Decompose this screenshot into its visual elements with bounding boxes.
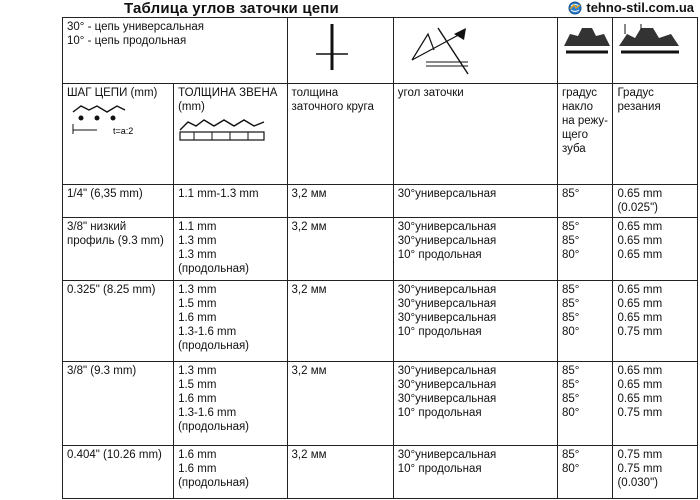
thickness-value: 1.1 mm bbox=[178, 221, 217, 234]
cut-value: 0.65 mm bbox=[617, 311, 663, 324]
note-universal: 30° - цепь универсальная bbox=[67, 21, 204, 33]
cell-cut bbox=[613, 218, 698, 281]
tilt-value: 85° bbox=[561, 364, 580, 377]
site-url: tehno-stil.com.ua bbox=[586, 0, 694, 15]
header-cut bbox=[613, 83, 698, 184]
header-cut-label: Градус резания bbox=[617, 86, 661, 113]
diagram-row bbox=[63, 18, 698, 84]
chain-tooth-icon bbox=[562, 20, 612, 60]
cell-cut bbox=[613, 446, 698, 499]
cut-value: 0.65 mm bbox=[617, 364, 663, 377]
cell-cut bbox=[613, 280, 698, 361]
header-tilt bbox=[557, 83, 613, 184]
cell-disk bbox=[287, 184, 393, 217]
angle-value: 30°универсальная bbox=[397, 187, 497, 200]
cell-disk bbox=[287, 446, 393, 499]
sharpening-table bbox=[62, 17, 698, 499]
header-disk bbox=[287, 83, 393, 184]
cell-thickness bbox=[174, 184, 287, 217]
tilt-diagram-cell bbox=[557, 18, 613, 84]
cut-value: 0.75 mm bbox=[617, 449, 663, 462]
angle-diagram-cell bbox=[393, 18, 557, 84]
cell-pitch bbox=[63, 184, 174, 217]
tilt-value: 85° bbox=[561, 221, 580, 234]
chain-link-icon bbox=[178, 116, 266, 146]
thickness-value: 1.3 mm bbox=[178, 364, 217, 377]
cut-value: (0.025") bbox=[617, 201, 658, 214]
thickness-value: (продольная) bbox=[178, 263, 250, 276]
disk-value: 3,2 мм bbox=[291, 449, 327, 462]
thickness-value: 1.3 mm bbox=[178, 249, 217, 262]
tilt-value: 85° bbox=[561, 283, 580, 296]
cell-disk bbox=[287, 280, 393, 361]
table-row bbox=[63, 280, 698, 361]
header-angle bbox=[393, 83, 557, 184]
thickness-value: 1.6 mm bbox=[178, 449, 217, 462]
thickness-value: 1.3-1.6 mm bbox=[178, 406, 237, 419]
cut-value: 0.65 mm bbox=[617, 221, 663, 234]
cell-angle bbox=[393, 218, 557, 281]
cell-disk bbox=[287, 361, 393, 446]
angle-value: 30°универсальная bbox=[397, 235, 497, 248]
tilt-value: 80° bbox=[561, 406, 580, 419]
sharpening-angle-icon bbox=[398, 20, 524, 76]
thickness-value: 1.5 mm bbox=[178, 378, 217, 391]
header-thickness-label: ТОЛЩИНА ЗВЕНА (mm) bbox=[178, 86, 278, 113]
angle-value: 10° продольная bbox=[397, 325, 482, 338]
header-disk-label: толщина заточного круга bbox=[291, 86, 374, 113]
header-pitch-label: ШАГ ЦЕПИ (mm) bbox=[67, 86, 158, 99]
tilt-value: 80° bbox=[561, 325, 580, 338]
tilt-value: 85° bbox=[561, 392, 580, 405]
angle-value: 10° продольная bbox=[397, 406, 482, 419]
angle-value: 30°универсальная bbox=[397, 364, 497, 377]
cut-value: 0.65 mm bbox=[617, 235, 663, 248]
pitch-value: 0.325" (8.25 mm) bbox=[67, 283, 156, 296]
cell-disk bbox=[287, 218, 393, 281]
header-pitch bbox=[63, 83, 174, 184]
disk-value: 3,2 мм bbox=[291, 187, 327, 200]
thickness-value: (продольная) bbox=[178, 339, 250, 352]
cell-tilt bbox=[557, 361, 613, 446]
pitch-value: 3/8" низкий профиль (9.3 mm) bbox=[67, 221, 164, 248]
cut-value: 0.65 mm bbox=[617, 283, 663, 296]
header-row bbox=[63, 83, 698, 184]
cut-value: 0.65 mm bbox=[617, 187, 663, 200]
cell-thickness bbox=[174, 361, 287, 446]
cell-angle bbox=[393, 184, 557, 217]
table-row bbox=[63, 218, 698, 281]
globe-icon bbox=[568, 1, 582, 15]
thickness-value: 1.6 mm bbox=[178, 311, 217, 324]
cut-value: 0.75 mm bbox=[617, 463, 663, 476]
angle-value: 30°универсальная bbox=[397, 297, 497, 310]
cut-value: 0.65 mm bbox=[617, 392, 663, 405]
note-longitudinal: 10° - цепь продольная bbox=[67, 35, 187, 47]
angle-value: 30°универсальная bbox=[397, 311, 497, 324]
thickness-value: 1.6 mm bbox=[178, 392, 217, 405]
tilt-value: 85° bbox=[561, 378, 580, 391]
table-row bbox=[63, 184, 698, 217]
header-angle-label: угол заточки bbox=[397, 86, 464, 99]
cell-tilt bbox=[557, 184, 613, 217]
angle-value: 30°универсальная bbox=[397, 449, 497, 462]
cell-thickness bbox=[174, 218, 287, 281]
grinding-disk-vertical-icon bbox=[292, 20, 372, 76]
thickness-value: 1.5 mm bbox=[178, 297, 217, 310]
cut-diagram-cell bbox=[613, 18, 698, 84]
cell-tilt bbox=[557, 280, 613, 361]
legend-notes bbox=[63, 18, 288, 84]
header-tilt-label: градус накло на режу- щего зуба bbox=[561, 86, 608, 155]
pitch-value: 3/8" (9.3 mm) bbox=[67, 364, 137, 377]
cell-pitch bbox=[63, 280, 174, 361]
tilt-value: 85° bbox=[561, 297, 580, 310]
cell-pitch bbox=[63, 361, 174, 446]
table-row bbox=[63, 361, 698, 446]
cell-tilt bbox=[557, 446, 613, 499]
thickness-value: 1.1 mm-1.3 mm bbox=[178, 187, 259, 200]
angle-value: 30°универсальная bbox=[397, 283, 497, 296]
depth-gauge-icon bbox=[617, 20, 683, 60]
pitch-value: 1/4" (6,35 mm) bbox=[67, 187, 143, 200]
cell-thickness bbox=[174, 446, 287, 499]
disk-value: 3,2 мм bbox=[291, 221, 327, 234]
thickness-value: 1.3 mm bbox=[178, 235, 217, 248]
disk-value: 3,2 мм bbox=[291, 364, 327, 377]
tilt-value: 85° bbox=[561, 449, 580, 462]
cell-thickness bbox=[174, 280, 287, 361]
cell-cut bbox=[613, 361, 698, 446]
thickness-value: 1.3-1.6 mm bbox=[178, 325, 237, 338]
cell-pitch bbox=[63, 446, 174, 499]
site-watermark bbox=[568, 0, 694, 15]
tilt-value: 85° bbox=[561, 235, 580, 248]
cell-angle bbox=[393, 280, 557, 361]
cell-cut bbox=[613, 184, 698, 217]
page-title: Таблица углов заточки цепи bbox=[124, 0, 339, 17]
cell-tilt bbox=[557, 218, 613, 281]
angle-value: 30°универсальная bbox=[397, 221, 497, 234]
cut-value: 0.65 mm bbox=[617, 297, 663, 310]
angle-value: 10° продольная bbox=[397, 463, 482, 476]
angle-value: 30°универсальная bbox=[397, 392, 497, 405]
table-row bbox=[63, 446, 698, 499]
cut-value: 0.75 mm bbox=[617, 406, 663, 419]
tilt-value: 85° bbox=[561, 187, 580, 200]
cut-value: 0.65 mm bbox=[617, 378, 663, 391]
cell-pitch bbox=[63, 218, 174, 281]
cell-angle bbox=[393, 446, 557, 499]
header-thickness bbox=[174, 83, 287, 184]
angle-value: 10° продольная bbox=[397, 249, 482, 262]
tilt-value: 85° bbox=[561, 311, 580, 324]
chain-pitch-icon bbox=[67, 102, 151, 138]
disk-diagram-cell bbox=[287, 18, 393, 84]
thickness-value: (продольная) bbox=[178, 420, 250, 433]
tilt-value: 80° bbox=[561, 249, 580, 262]
cut-value: (0.030") bbox=[617, 477, 658, 490]
thickness-value: (продольная) bbox=[178, 477, 250, 490]
cut-value: 0.65 mm bbox=[617, 249, 663, 262]
disk-value: 3,2 мм bbox=[291, 283, 327, 296]
tilt-value: 80° bbox=[561, 463, 580, 476]
pitch-value: 0.404" (10.26 mm) bbox=[67, 449, 162, 462]
cell-angle bbox=[393, 361, 557, 446]
thickness-value: 1.3 mm bbox=[178, 283, 217, 296]
angle-value: 30°универсальная bbox=[397, 378, 497, 391]
pitch-figure-label: t=a:2 bbox=[113, 125, 134, 136]
cut-value: 0.75 mm bbox=[617, 325, 663, 338]
thickness-value: 1.6 mm bbox=[178, 463, 217, 476]
